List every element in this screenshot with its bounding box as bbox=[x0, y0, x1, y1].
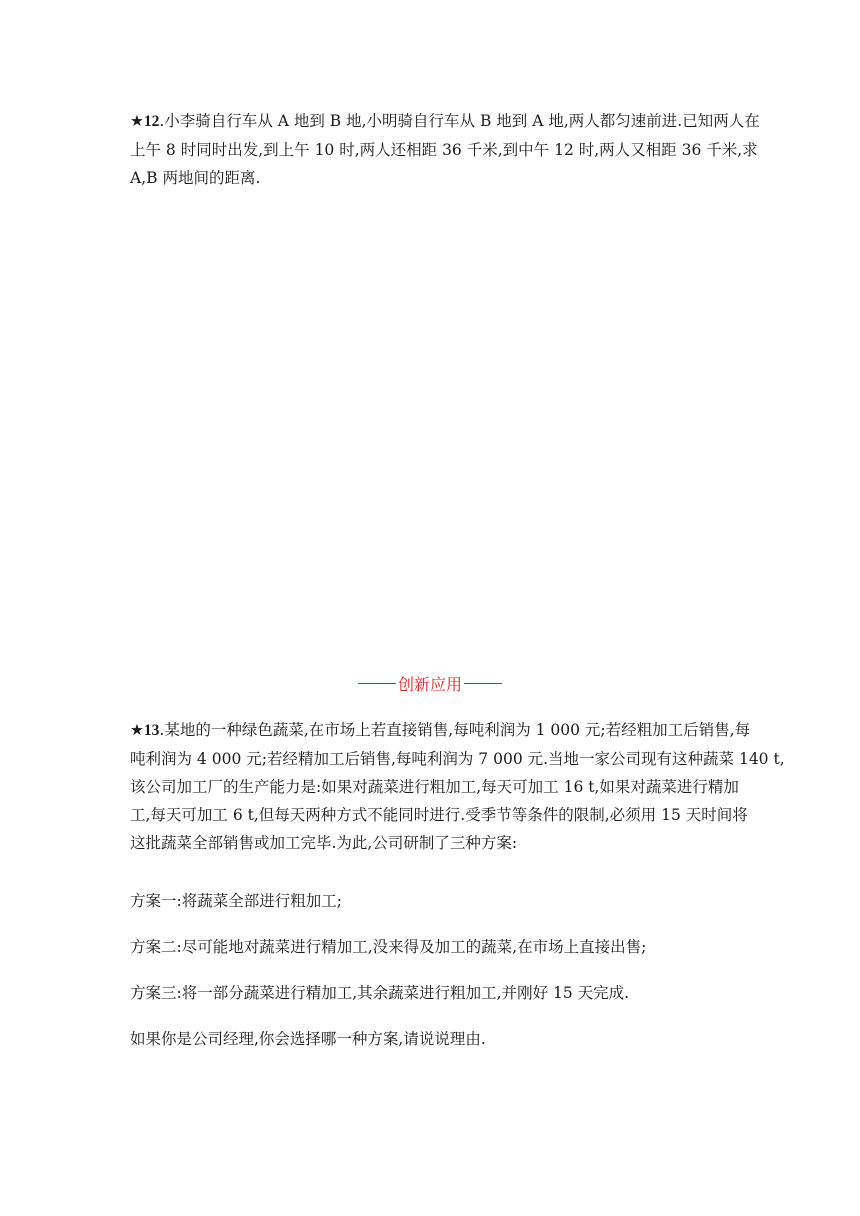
star-icon: ★ bbox=[130, 721, 144, 739]
problem-12-number: 12 bbox=[143, 113, 160, 130]
problem-13-line-2: 吨利润为 4 000 元;若经精加工后销售,每吨利润为 7 000 元.当地一家公司现有这种蔬菜 140 t, bbox=[130, 750, 785, 768]
problem-12 bbox=[130, 107, 760, 192]
section-rule-right bbox=[464, 683, 502, 684]
problem-12-text-1: .小李骑自行车从 A 地到 B 地,小明骑自行车从 B 地到 A 地,两人都匀速前进.已知两人在 bbox=[159, 112, 760, 130]
problem-13-line-4: 工,每天可加工 6 t,但每天两种方式不能同时进行.受季节等条件的限制,必须用 15 天时间将 bbox=[130, 806, 748, 824]
problem-12-line-3: A,B 两地间的距离. bbox=[130, 169, 261, 187]
section-header-innovation bbox=[0, 672, 860, 695]
problem-13-question: 如果你是公司经理,你会选择哪一种方案,请说说理由. bbox=[130, 1030, 486, 1048]
problem-12-line-1 bbox=[130, 107, 760, 136]
section-title: 创新应用 bbox=[397, 675, 462, 694]
problem-13-line-5: 这批蔬菜全部销售或加工完毕.为此,公司研制了三种方案: bbox=[130, 834, 518, 852]
plan-2: 方案二:尽可能地对蔬菜进行精加工,没来得及加工的蔬菜,在市场上直接出售; bbox=[130, 938, 647, 956]
star-icon: ★ bbox=[130, 112, 144, 130]
problem-13-line-1 bbox=[130, 716, 751, 745]
section-rule-left bbox=[358, 683, 396, 684]
plan-1: 方案一:将蔬菜全部进行粗加工; bbox=[130, 892, 342, 910]
plan-3: 方案三:将一部分蔬菜进行精加工,其余蔬菜进行粗加工,并刚好 15 天完成. bbox=[130, 984, 630, 1002]
problem-13-text-1: .某地的一种绿色蔬菜,在市场上若直接销售,每吨利润为 1 000 元;若经粗加工后销售,每 bbox=[159, 721, 751, 739]
problem-13-number: 13 bbox=[143, 722, 160, 739]
problem-12-line-2: 上午 8 时同时出发,到上午 10 时,两人还相距 36 千米,到中午 12 时,两人又相距 36 千米,求 bbox=[130, 141, 758, 159]
problem-13 bbox=[130, 716, 785, 857]
problem-13-line-3: 该公司加工厂的生产能力是:如果对蔬菜进行粗加工,每天可加工 16 t,如果对蔬菜进行精加 bbox=[130, 778, 739, 796]
